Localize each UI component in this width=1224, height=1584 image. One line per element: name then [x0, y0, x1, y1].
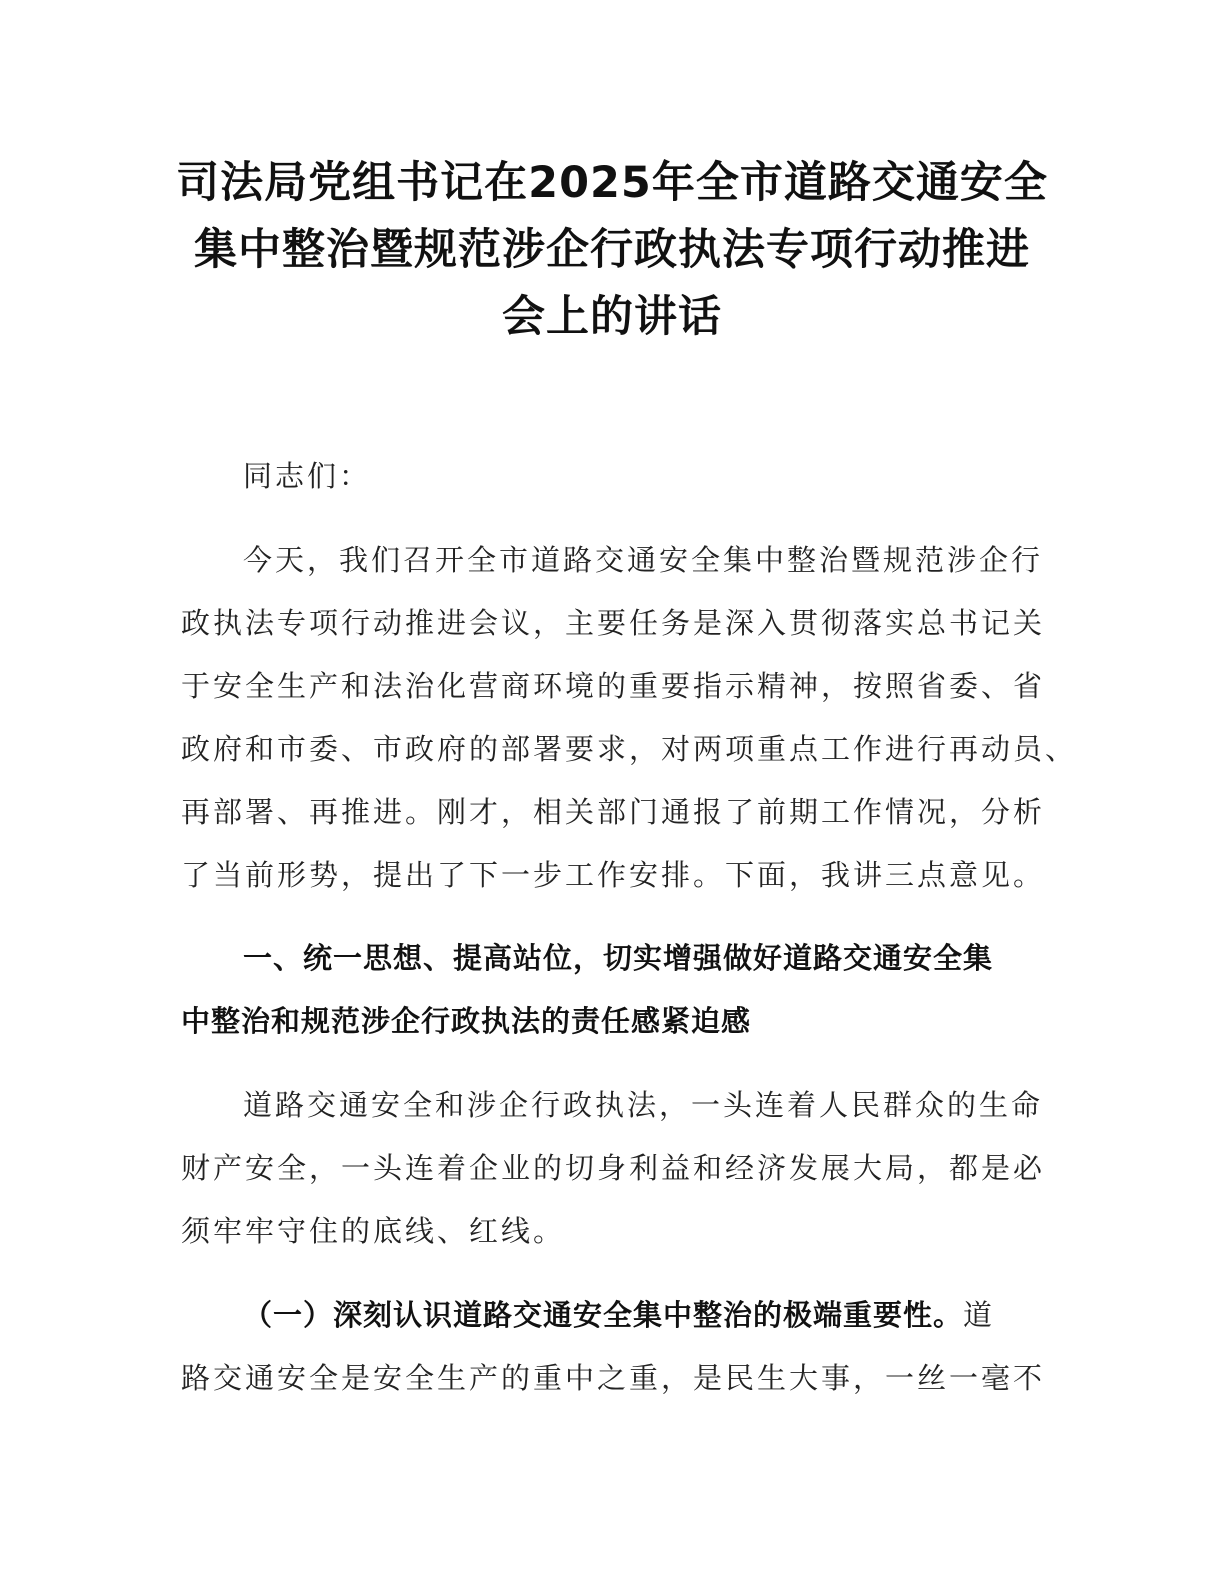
heading-line: 中整治和规范涉企行政执法的责任感紧迫感: [181, 1004, 752, 1038]
section-heading-1: [181, 927, 1061, 1053]
paragraph-line: 再部署、再推进。刚才，相关部门通报了前期工作情况，分析: [181, 795, 1046, 829]
paragraph-line: 今天，我们召开全市道路交通安全集中整治暨规范涉企行: [243, 543, 1044, 577]
salutation-text: 同志们：: [243, 459, 372, 493]
heading-line: 一、统一思想、提高站位，切实增强做好道路交通安全集: [243, 941, 994, 975]
paragraph-line-tail: 道: [963, 1298, 996, 1332]
subsection-1-paragraph: [181, 1284, 1061, 1410]
paragraph-line: 于安全生产和法治化营商环境的重要指示精神，按照省委、省: [181, 669, 1046, 703]
title-line: 集中整治暨规范涉企行政执法专项行动推进: [194, 225, 1030, 275]
paragraph-line: 须牢牢守住的底线、红线。: [181, 1214, 566, 1248]
paragraph-line: 政执法专项行动推进会议，主要任务是深入贯彻落实总书记关: [181, 606, 1046, 640]
paragraph-line: [181, 1284, 1061, 1347]
title-line: 会上的讲话: [502, 292, 722, 342]
intro-paragraph: [181, 529, 1078, 907]
title-line: 司法局党组书记在2025年全市道路交通安全: [176, 158, 1048, 208]
section1-paragraph: [181, 1074, 1061, 1263]
paragraph-line: 政府和市委、市政府的部署要求，对两项重点工作进行再动员、: [181, 732, 1078, 766]
document-title: [150, 150, 1074, 351]
paragraph-line: 财产安全，一头连着企业的切身利益和经济发展大局，都是必: [181, 1151, 1046, 1185]
salutation: [181, 445, 1061, 508]
paragraph-line: 道路交通安全和涉企行政执法，一头连着人民群众的生命: [243, 1088, 1044, 1122]
paragraph-line: 了当前形势，提出了下一步工作安排。下面，我讲三点意见。: [181, 858, 1046, 892]
paragraph-line: 路交通安全是安全生产的重中之重，是民生大事，一丝一毫不: [181, 1361, 1046, 1395]
subsection-heading: （一）深刻认识道路交通安全集中整治的极端重要性。: [243, 1298, 964, 1332]
